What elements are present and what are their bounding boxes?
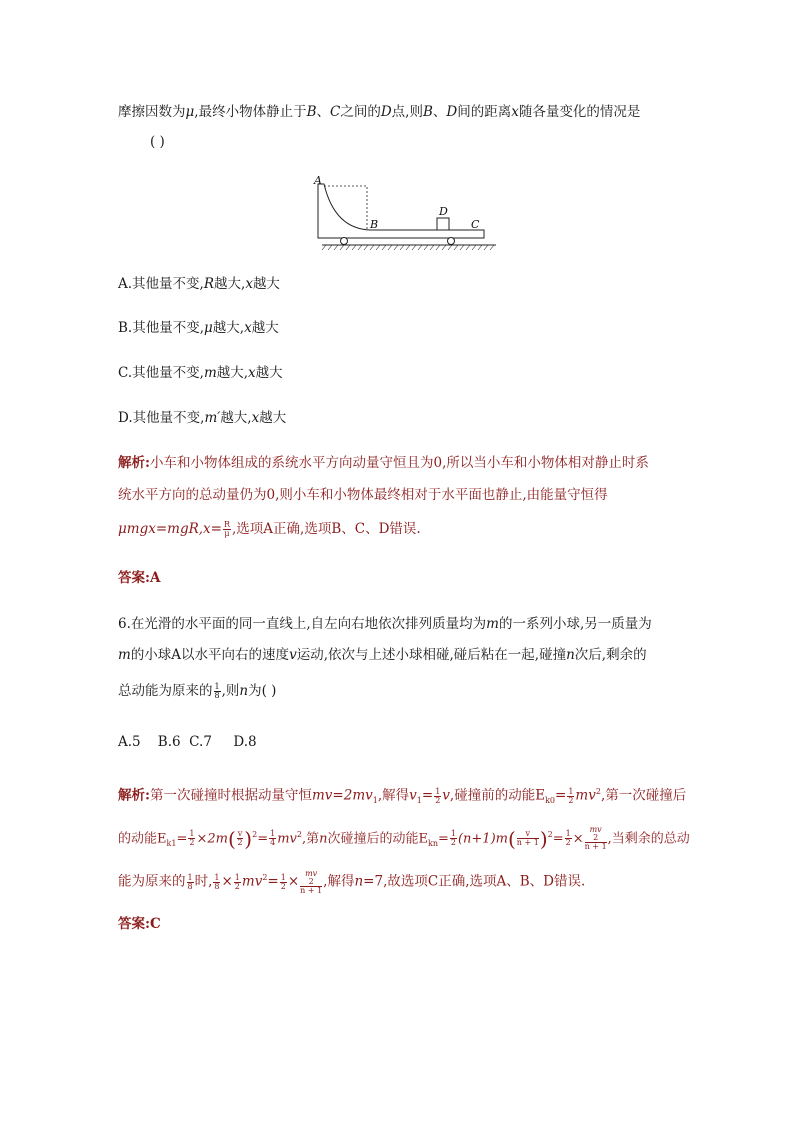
q6-answer: 答案:C (118, 916, 161, 932)
cart-body (318, 184, 484, 238)
label-d: D (439, 205, 448, 218)
fraction-r-over-mu: $\frac{R}{\mu}$ (223, 520, 231, 538)
label-c: C (471, 218, 480, 231)
q6-analysis-line3: 能为原来的 $\frac{1}{8}$ 时, $\frac{1}{8}$ × $\frac{1}{2}$ $mv^2=$ $\frac{1}{2}$ × mv 2 n + 1 ,解得n=7,故选项C正确,选项A、B、D错误. (118, 868, 586, 895)
label-a: A (314, 174, 322, 187)
q6-analysis-line1: 解析:第一次碰撞时根据动量守恒$mv=2mv_1$,解得$v_1=$ $\frac{1}{2}$ v,碰撞前的动能$E_{k0}=$ $\frac{1}{2}$ $mv^2$,第一次碰撞后 (118, 786, 687, 806)
block-d (437, 218, 449, 230)
q5-analysis-line3: μmgx=mgR,x= $\frac{R}{\mu}$ ,选项A正确,选项B、C、D错误. (118, 520, 421, 538)
q5-analysis-line1: 解析:小车和小物体组成的系统水平方向动量守恒且为0,所以当小车和小物体相对静止时系 (118, 455, 649, 471)
q6-line3: 总动能为原来的 $\frac{1}{8}$ ,则n为( ) (118, 682, 277, 700)
q6-line2: m的小球A以水平向右的速度v运动,依次与上述小球相碰,碰后粘在一起,碰撞n次后,剩余的 (118, 647, 647, 663)
q5-analysis-line2: 统水平方向的总动量仍为0,则小车和小物体最终相对于水平面也静止,由能量守恒得 (118, 487, 608, 503)
wheel-left (341, 238, 348, 245)
q6-analysis-line2: 的动能$E_{k1}=$ $\frac{1}{2}$ ×2m( $\frac{v}{2}$ )$^2$= $\frac{1}{4}$ $mv^2$,第n次碰撞后的动能$E_{kn}=$ $\frac{1}{2}$ (n+1)m( $\frac{v}{n + 1}$ )$^2$= $\frac{1}{2}$ × mv 2 n + 1 ,当剩余的总动 (118, 825, 690, 852)
label-b: B (370, 218, 379, 231)
ground-hatch (322, 245, 494, 250)
answer-paren: ( ) (150, 134, 165, 150)
q5-answer: 答案:A (118, 570, 161, 586)
option-d: D.其他量不变,m′越大,x越大 (118, 410, 287, 426)
option-c: C.其他量不变,m越大,x越大 (118, 365, 283, 381)
option-b: B.其他量不变,μ越大,x越大 (118, 320, 279, 336)
q6-line1: 6.在光滑的水平面的同一直线上,自左向右地依次排列质量均为m的一系列小球,另一质量为 (118, 616, 652, 632)
fraction-one-eighth: $\frac{1}{8}$ (214, 682, 220, 700)
q6-options: A.5 B.6 C.7 D.8 (118, 734, 257, 750)
question-intro: 摩擦因数为μ,最终小物体静止于B、C之间的D点,则B、D间的距离x随各量变化的情况是 (118, 104, 641, 120)
option-a: A.其他量不变,R越大,x越大 (118, 276, 280, 292)
wheel-right (448, 238, 455, 245)
cart-diagram (300, 172, 500, 254)
